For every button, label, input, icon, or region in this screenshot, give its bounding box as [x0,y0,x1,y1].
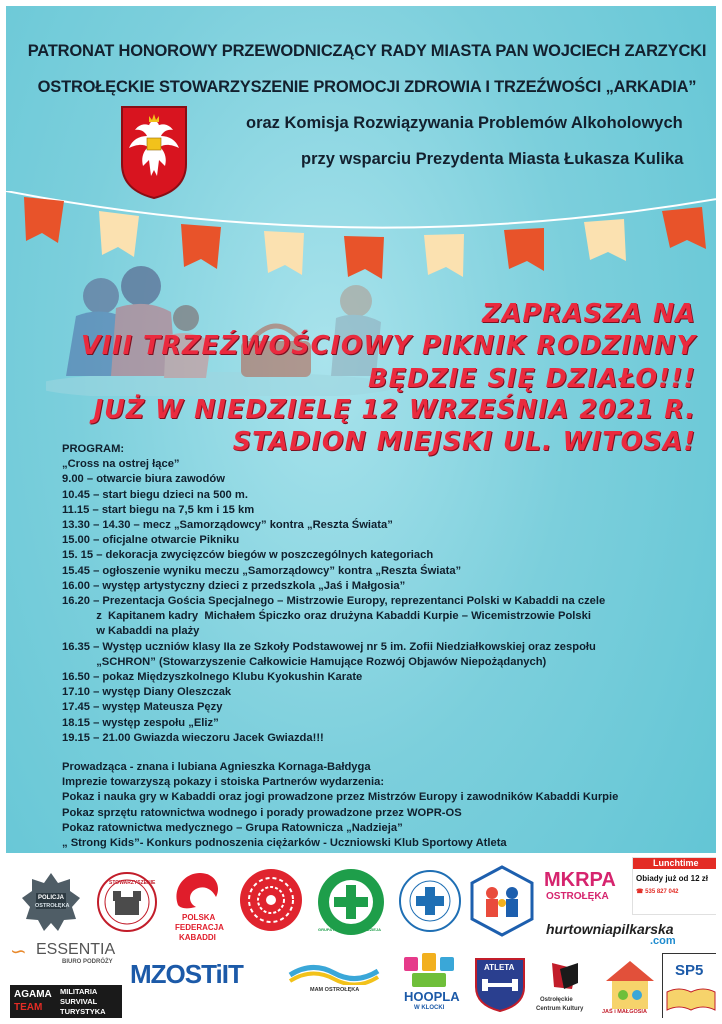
partner-show: Pokaz sprzętu ratownictwa wodnego i porady prowadzone przez WOPR-OS [62,806,462,819]
kabaddi-line-3: KABADDI [179,933,216,942]
program-item: z Kapitanem kadry Michałem Śpiczko oraz drużyna Kabaddi Kurpie – Wicemistrzowie Polski [62,610,591,623]
ock-line-1: Ostrołęckie [540,997,573,1003]
mam-label: MAM OSTROŁĘKA [310,987,360,993]
lunchtime-brand: Lunchtime [653,858,699,868]
nadzieja-label: GRUPA RATOWNICZA NADZIEJA [318,927,382,932]
kabaddi-line-1: POLSKA [182,913,216,922]
program-item: w Kabaddi na plaży [62,625,200,638]
program-item: 16.50 – pokaz Międzyszkolnego Klubu Kyokushin Karate [62,671,363,684]
stowarzyszenie-logo [96,871,158,933]
essentia-wave-icon: ∽ [10,941,27,963]
program-item: 15. 15 – dekoracja zwycięzców biegów w poszczególnych kategoriach [62,549,434,562]
essentia-sub: BIURO PODRÓŻY [62,959,113,965]
program-item: 16.35 – Występ uczniów klasy IIa ze Szkoły Podstawowej nr 5 im. Zofii Niedziałkowskiej oraz zespołu [62,640,596,653]
agama-line-1: AGAMA [14,989,52,1000]
mzostiit-label: MZOSTiIT [130,959,243,989]
ock-mask-icon [548,959,582,993]
program-item: 19.15 – 21.00 Gwiazda wieczoru Jacek Gwiazda!!! [62,731,324,744]
partner-show: Pokaz ratownictwa medycznego – Grupa Ratownicza „Nadzieja” [62,821,403,834]
hurtownia-tld: .com [650,935,676,947]
family-icon [468,865,536,937]
program-item: 11.15 – start biegu na 7,5 km i 15 km [62,503,255,516]
mam-waves-icon [288,959,380,985]
program-item: 18.15 – występ zespołu „Eliz” [62,716,219,729]
program-item: 16.20 – Prezentacja Gościa Specjalnego – Mistrzowie Europy, reprezentanci Polski w Kabaddi na czele [62,595,606,608]
rescue-cross-icon [398,869,462,933]
partner-show: „ Strong Kids”- Konkurs podnoszenia ciężarków - Uczniowski Klub Sportowy Atleta [62,837,507,850]
hurtownia-logo [546,921,716,951]
program-item: „SCHRON” (Stowarzyszenie Całkowicie Hamujące Rozwój Objawów Niepożądanych) [62,655,547,668]
program-item: 17.45 – występ Mateusza Pęzy [62,701,223,714]
sp5-logo [662,953,720,1019]
ock-logo [536,959,598,1019]
mzostiit-logo [130,957,280,997]
commission-line: oraz Komisja Rozwiązywania Problemów Alkoholowych [246,114,683,132]
kabaddi-line-2: FEDERACJA [175,923,224,932]
invite-line-1: ZAPRASZA NA [482,299,696,329]
agama-logo [10,985,122,1019]
invite-line-5: STADION MIEJSKI UL. WITOSA! [232,427,696,457]
mandala-logo [238,867,304,933]
program-title: PROGRAM: [62,443,125,455]
atleta-logo [472,953,528,1013]
program-section [62,442,702,866]
family-logo [468,865,536,937]
kabaddi-logo [166,867,228,947]
agama-line-5: TURYSTYKA [60,1007,106,1016]
hoopla-logo [398,953,460,1017]
program-item: „Cross na ostrej łące” [62,458,180,471]
program-item: 16.00 – występ artystyczny dzieci z przedszkola „Jaś i Małgosia” [62,579,406,592]
agama-line-3: MILITARIA [60,987,98,996]
lunchtime-offer: Obiady już od 12 zł [636,874,709,883]
mkrpa-logo [542,869,626,909]
program-item: 9.00 – otwarcie biura zawodów [62,473,225,486]
hoopla-label: HOOPLA [404,989,460,1004]
lunchtime-phone: ☎ 535 827 042 [636,889,679,895]
patronage-line: PATRONAT HONOROWY PRZEWODNICZĄCY RADY MIASTA PAN WOJCIECH ZARZYCKI [27,42,707,60]
sp5-label: SP5 [675,962,704,979]
partners-line: Imprezie towarzyszą pokazy i stoiska Partnerów wydarzenia: [62,776,385,789]
policja-city: OSTROŁĘKA [35,903,70,909]
flag-9 [662,207,706,249]
hoopla-sub: W KLOCKI [414,1005,445,1011]
invite-line-4: JUŻ W NIEDZIELĘ 12 WRZEŚNIA 2021 R. [93,395,696,425]
lunchtime-ad [632,857,720,915]
ock-line-2: Centrum Kultury [536,1006,584,1012]
support-line: przy wsparciu Prezydenta Miasta Łukasza Kulika [301,150,684,168]
nadzieja-logo [316,867,386,937]
coat-of-arms-icon [119,104,189,200]
invite-line-2: VIII TRZEŹWOŚCIOWY PIKNIK RODZINNY [80,331,696,361]
essentia-label: ESSENTIA [36,941,116,958]
flag-8 [584,219,626,261]
building-blocks-icon [398,953,460,989]
hurtownia-label: hurtowniapilkarska [546,921,674,937]
flag-7 [504,228,544,271]
police-star-icon [20,871,82,933]
open-book-icon [663,984,719,1014]
agama-line-2: TEAM [14,1002,43,1013]
partner-show: Pokaz i nauka gry w Kabaddi oraz jogi prowadzone przez Mistrzów Europy i zawodników Kabaddi Kurpie [62,791,619,804]
program-item: 15.00 – oficjalne otwarcie Pikniku [62,534,240,547]
essentia-logo [10,939,120,967]
mkrpa-city: OSTROŁĘKA [546,891,609,902]
mam-logo [288,959,380,999]
mkrpa-label: MKRPA [544,869,616,891]
atleta-shield-icon [472,953,528,1013]
program-item: 15.45 – ogłoszenie wyniku meczu „Samorządowcy” kontra „Reszta Świata” [62,564,462,577]
invite-line-3: BĘDZIE SIĘ DZIAŁO!!! [368,364,696,394]
program-item: 17.10 – występ Diany Oleszczak [62,686,232,699]
flag-1 [24,197,64,243]
program-item: 10.45 – start biegu dzieci na 500 m. [62,488,248,501]
atleta-label: ATLETA [484,963,515,972]
stowarzyszenie-label: STOWARZYSZENIE [109,880,156,886]
policja-logo [20,871,82,933]
przedszkole-label: JAŚ i MAŁGOSIA [602,1009,647,1015]
wopr-logo [398,869,462,933]
przedszkole-logo [602,955,658,1019]
policja-label: POLICJA [38,895,65,901]
agama-line-4: SURVIVAL [60,997,98,1006]
host-line: Prowadząca - znana i lubiana Agnieszka Kornaga-Bałdyga [62,761,371,774]
mandala-icon [238,867,304,933]
program-item: 13.30 – 14.30 – mecz „Samorządowcy” kontra „Reszta Świata” [62,519,393,532]
organizer-line: OSTROŁĘCKIE STOWARZYSZENIE PROMOCJI ZDROWIA I TRZEŹWOŚCI „ARKADIA” [37,78,697,96]
sponsor-logos [6,853,722,1024]
kabaddi-swirl-icon [166,867,228,911]
